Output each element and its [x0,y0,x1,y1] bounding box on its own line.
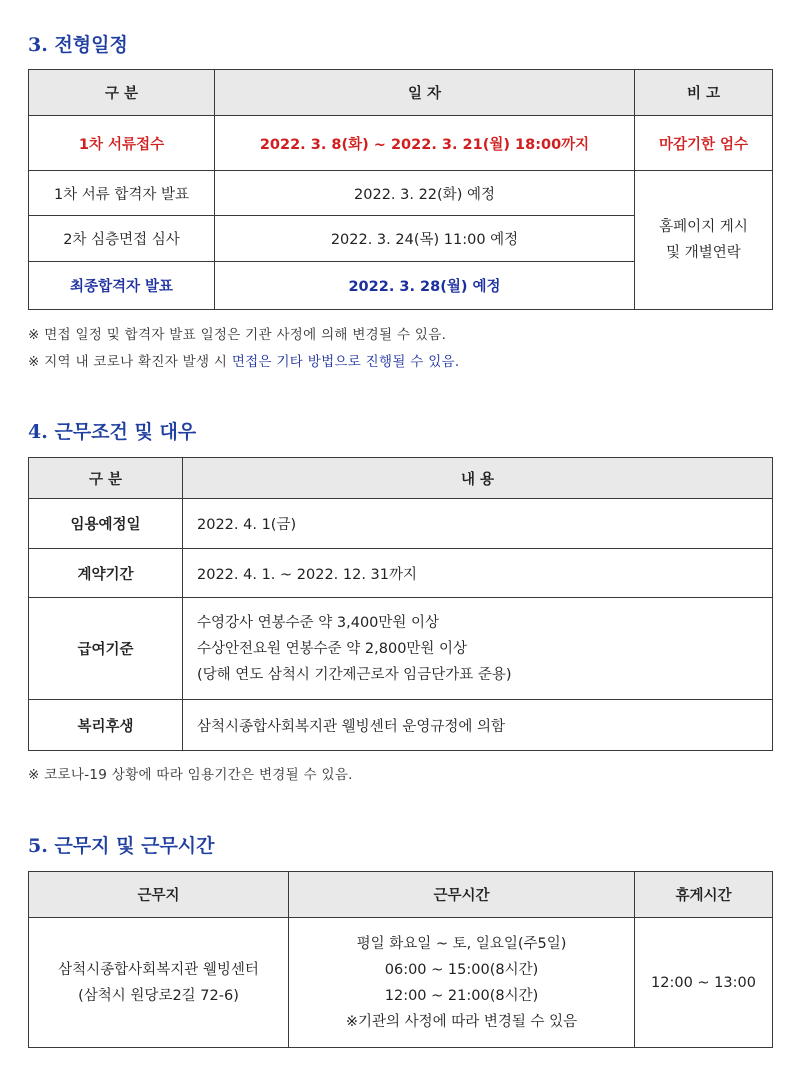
schedule-table [28,69,773,310]
row-label: 최종합격자 발표 [29,262,215,310]
place-line: 삼척시종합사회복지관 웰빙센터 [58,961,259,978]
section-3-heading: 3. 전형일정 [28,34,128,56]
row-date: 2022. 3. 22(화) 예정 [215,171,635,216]
row-label: 복리후생 [29,700,183,751]
remark-line: 홈페이지 게시 [659,219,748,235]
row-date: 2022. 3. 8(화) ~ 2022. 3. 21(월) 18:00까지 [215,116,635,171]
header-break: 휴게시간 [635,872,773,918]
break-cell: 12:00 ~ 13:00 [635,918,773,1048]
header-workplace: 근무지 [29,872,289,918]
workplace-table [28,871,773,1048]
header-category: 구 분 [29,458,183,499]
header-content: 내 용 [183,458,773,499]
salary-line: 수영강사 연봉수준 약 3,400만원 이상 [197,614,440,631]
salary-line: 수상안전요원 연봉수준 약 2,800만원 이상 [197,640,468,657]
hours-line: ※기관의 사정에 따라 변경될 수 있음 [345,1013,578,1030]
salary-line: (당해 연도 삼척시 기간제근로자 임금단가표 준용) [197,666,512,683]
header-remark: 비 고 [635,70,773,116]
row-date: 2022. 3. 28(월) 예정 [215,262,635,310]
row-label: 계약기간 [29,549,183,598]
remark-homepage [635,171,773,310]
hours-cell [289,918,635,1048]
table-row [29,700,773,751]
header-hours: 근무시간 [289,872,635,918]
row-label: 1차 서류접수 [29,116,215,171]
row-label: 급여기준 [29,598,183,700]
table-row [29,499,773,549]
section-4-heading: 4. 근무조건 및 대우 [28,421,197,443]
conditions-note: ※ 코로나-19 상황에 따라 임용기간은 변경될 수 있음. [28,767,353,783]
note-prefix: ※ 지역 내 코로나 확진자 발생 시 [28,354,232,370]
hours-line: 12:00 ~ 21:00(8시간) [384,987,539,1004]
table-row [29,918,773,1048]
row-value: 2022. 4. 1(금) [183,499,773,549]
remark-line: 및 개별연락 [666,245,741,261]
row-value: 삼척시종합사회복지관 웰빙센터 운영규정에 의함 [183,700,773,751]
remark-deadline: 마감기한 엄수 [635,116,773,171]
section-5-heading: 5. 근무지 및 근무시간 [28,835,215,857]
row-date: 2022. 3. 24(목) 11:00 예정 [215,216,635,262]
table-row [29,598,773,700]
table-row [29,549,773,598]
row-value: 2022. 4. 1. ~ 2022. 12. 31까지 [183,549,773,598]
hours-line: 06:00 ~ 15:00(8시간) [384,961,539,978]
row-value [183,598,773,700]
table-row [29,116,773,171]
schedule-note-1: ※ 면접 일정 및 합격자 발표 일정은 기관 사정에 의해 변경될 수 있음. [28,327,447,343]
hours-line: 평일 화요일 ~ 토, 일요일(주5일) [356,935,567,952]
header-date: 일 자 [215,70,635,116]
workplace-cell [29,918,289,1048]
conditions-table [28,457,773,751]
row-label: 2차 심층면접 심사 [29,216,215,262]
row-label: 1차 서류 합격자 발표 [29,171,215,216]
row-label: 임용예정일 [29,499,183,549]
table-row [29,171,773,216]
schedule-note-2 [28,350,460,370]
header-category: 구 분 [29,70,215,116]
place-line: (삼척시 원당로2길 72-6) [78,987,239,1004]
note-highlight: 면접은 기타 방법으로 진행될 수 있음. [231,354,460,370]
